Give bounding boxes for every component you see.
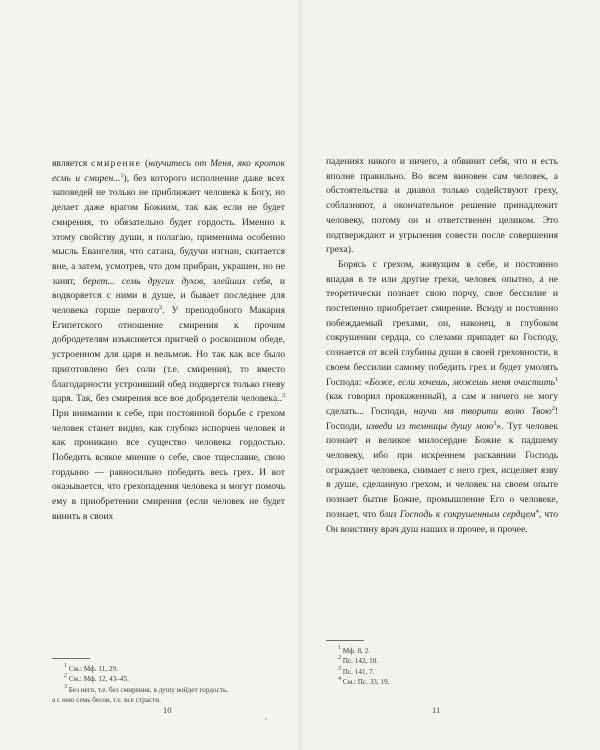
footnote-divider [326, 640, 364, 641]
footnote-ref: 2 [551, 405, 555, 412]
right-page [300, 0, 600, 750]
text-run: . У преподобного Макария Египетского отношение смирения к прочим добродетелям изъясняется притчей о роскошном обеде, устроенном для царя и вельмож. Но так как все было приготовлено без соли (т.е. смирения), то вместо благодарности устроивший обед подвергся только гневу царя. Так, без смирения все вое добродетели человека.. [52, 305, 285, 405]
right-footnotes [326, 646, 558, 687]
text-run: ». Тут человек познает и великое милосердие Божие к падшему человеку, ибо при искреннем раскаянии Господь ограждает человека, снимает с него грех, исцеляет язву в душе, сделанную грехом, и человек на своем опыте познает бытие Божие, промышление Его о человеке, познает, что [326, 420, 558, 520]
footnote-text: Без него, т.е. без смирения, в душу войдет гордость, [68, 685, 229, 694]
left-footnotes [52, 664, 285, 705]
left-page-body [52, 157, 285, 525]
book-gutter [296, 0, 304, 750]
footnote-text: См.: Мф. 11, 29. [68, 665, 118, 673]
footnote-text: Пс. 142, 10. [342, 657, 379, 666]
footnote [52, 674, 285, 684]
text-run: ( [141, 158, 149, 169]
right-paragraph [326, 258, 558, 537]
text-run: , что Он воистину врач душ наших и прочее, и прочее. [326, 508, 558, 535]
footnote-number: 1 [64, 663, 67, 669]
footnote [326, 667, 558, 677]
footnote-number: 1 [338, 645, 341, 651]
footnote-text: См.: Пс. 33, 19. [342, 677, 390, 686]
footnote-text: Мф. 8, 2. [342, 647, 371, 655]
footnote-ref: 3 [282, 393, 285, 400]
footnote [326, 646, 558, 656]
footnote-ref: 2 [159, 305, 163, 312]
footnote-divider [52, 658, 90, 659]
footnote-ref: 1 [555, 376, 558, 383]
footnote-number: 2 [338, 655, 341, 662]
left-paragraph [52, 157, 285, 525]
text-run: , и водворяется с ними в душе, и бывает последнее для человека горше первого [52, 275, 285, 317]
footnote-ref: 1 [120, 172, 124, 179]
text-run: ), без которого исполнение даже всех заповедей не только не приближает человека к Богу, но делает даже врагом Божиим, так как если не будет смирения, то обязательно будет гордость. Именно к этому свойству души, я полагаю, применима особенно мысль Евангелия, что сатана, будучи изгнан, скитается вне, а затем, усмотрев, что дом прибран, украшен, но не занят, [52, 172, 285, 287]
text-run: (как говорил прокаженный), а сам я ничего не могу сделать... Господи, [326, 391, 558, 417]
scripture-quote: Боже, если хочешь, можешь меня очистить [369, 376, 555, 388]
print-speck [265, 718, 267, 720]
footnote-ref: 3 [493, 420, 497, 427]
footnote [326, 656, 558, 666]
footnote-text: Пс. 141, 7. [342, 667, 375, 676]
scripture-quote: берет... семь других духов, злейших себя [82, 275, 271, 287]
page-number: 10 [163, 705, 172, 715]
footnote-number: 3 [338, 665, 341, 672]
footnote [52, 664, 285, 674]
footnote-ref: 4 [535, 508, 539, 515]
footnote [52, 685, 285, 695]
footnote-number: 3 [64, 683, 67, 690]
text-run: При внимании к себе, при постоянной борьбе с грехом человек станет видно, как глубоко испорчен человек и как проникано все существо человека гордостью. Победить всякое мнение о себе, свое тщеславие, свою гордыню — равносильно победить весь грех. И вот оказывается, что грехопадения человека и могут помочь ему в приобретении смирения (если человек не будет винить в своих [52, 407, 285, 522]
footnote-text: См.: Мф. 12, 43–45. [68, 675, 129, 684]
right-page-body [326, 155, 558, 537]
footnote-number: 2 [64, 673, 67, 680]
text-run: Борясь с грехом, живущим в себе, и постоянно впадая в те или другие грехи, человек опытно, а не теоретически познает свою порчу, свое бессилие и постепенно приобретает смирение. Всюду и постоянно побеждаемый грехами, он, наконец, в глубоком сокрушении сердца, со слезами припадет ко Господу, сознается от всей глубины души в своей греховности, в своем бессилии самому победить грех и будет умолять Господа: « [326, 258, 558, 388]
scripture-quote: научи мя творити волю Твою [413, 405, 552, 417]
right-paragraph: падениях никого и ничего, а обвинит себя, что и есть вполне правильно. Во всем виновен сам человек, а обстоятельства и диавол только содействуют греху, соблазняют, а окончательное решение принадлежит человеку, потому он и ответственен целиком. Это подтверждают и угрызения совести после совершения греха). [326, 156, 558, 256]
text-run: является [52, 158, 91, 169]
footnote-continuation: а с нею семь бесов, т.е. все страсти. [52, 695, 161, 704]
emphasis-spaced: смирение [91, 158, 142, 169]
scripture-quote: близ Господь к сокрушенным сердцем [379, 508, 536, 520]
footnote [326, 677, 558, 687]
scripture-quote: изведи из темницы душу мою [366, 420, 494, 432]
footnote-number: 4 [338, 675, 341, 682]
page-number: 11 [432, 705, 441, 715]
text-run: ! Господи, [326, 405, 559, 432]
scripture-quote: научитесь от Меня, яко кроток есмь и смирен... [52, 158, 286, 184]
